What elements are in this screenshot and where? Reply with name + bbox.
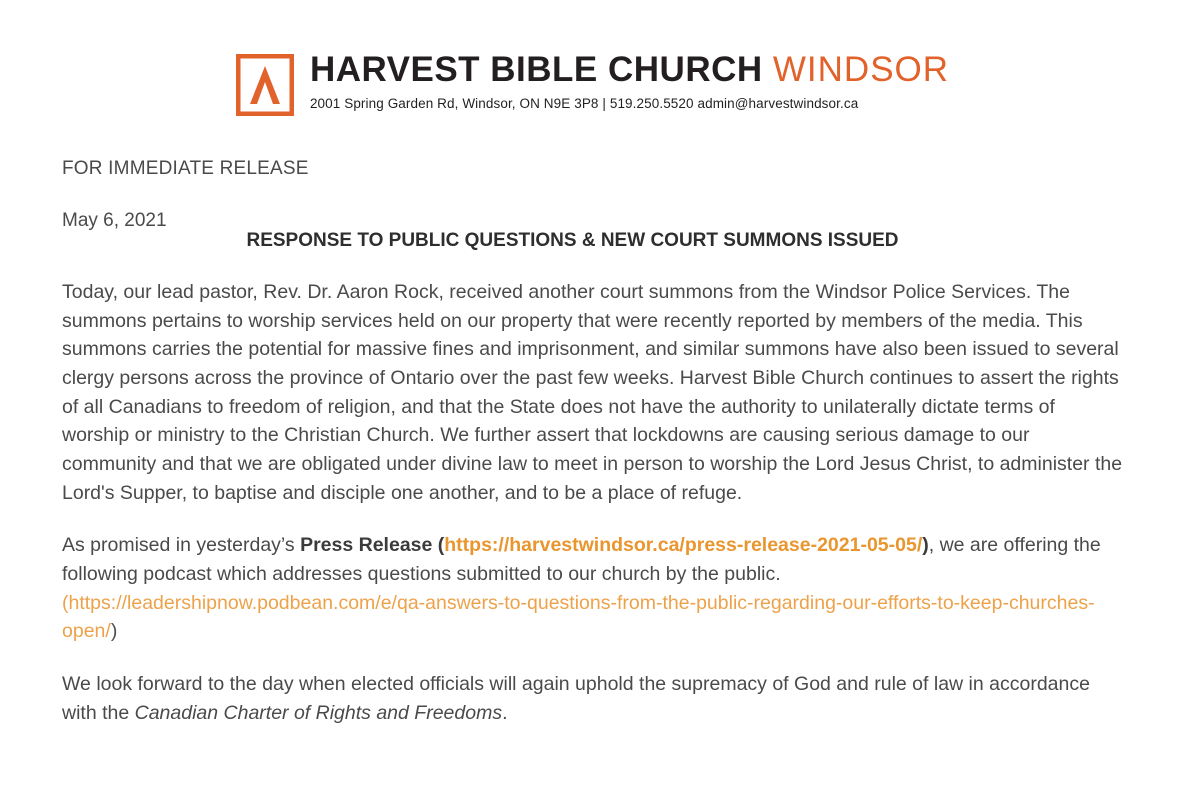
paragraph-two-lead: As promised in yesterday’s (62, 534, 301, 557)
logo-text-block (310, 52, 949, 111)
paragraph-three (62, 670, 1123, 727)
church-arch-logo-icon (236, 54, 294, 116)
page-title: RESPONSE TO PUBLIC QUESTIONS & NEW COURT SUMMONS ISSUED (246, 230, 899, 251)
press-release-link[interactable]: https://harvestwindsor.ca/press-release-2021-05-05/ (444, 534, 923, 557)
press-release-paren-close: ) (922, 534, 929, 557)
press-release-label: Press Release ( (300, 534, 445, 557)
paragraph-three-lead: We look forward to the day when elected officials will again uphold the supremacy of God and rule of law in accordance with the (62, 672, 1090, 724)
logo-title-main: HARVEST BIBLE CHURCH (309, 50, 763, 89)
release-date: May 6, 2021 (62, 210, 167, 231)
podcast-paren-open: ( (62, 591, 69, 614)
logo-block (236, 52, 949, 116)
podcast-paren-close: ) (110, 620, 118, 643)
logo-title (310, 52, 949, 87)
letterhead (0, 0, 1185, 116)
letterhead-address: 2001 Spring Garden Rd, Windsor, ON N9E 3P8 | 519.250.5520 admin@harvestwindsor.ca (309, 96, 859, 111)
document-content (0, 158, 1185, 727)
paragraph-three-tail: . (502, 701, 508, 724)
paragraph-two-middle: , we are offering the following podcast which addresses questions submitted to our church by the public. (62, 534, 1101, 585)
charter-title: Canadian Charter of Rights and Freedoms (134, 701, 503, 724)
paragraph-one: Today, our lead pastor, Rev. Dr. Aaron Rock, received another court summons from the Windsor Police Services. The summons pertains to worship services held on our property that were recently reported by members of the media. This summons carries the potential for massive fines and imprisonment, and similar summons have also been issued to several clergy persons across the province of Ontario over the past few weeks. Harvest Bible Church continues to assert the rights of all Canadians to freedom of religion, and that the State does not have the authority to unilaterally dictate terms of worship or ministry to the Christian Church. We further assert that lockdowns are causing serious damage to our community and that we are obligated under divine law to meet in person to worship the Lord Jesus Christ, to administer the Lord's Supper, to baptise and disciple one another, and to be a place of refuge. (62, 281, 1123, 504)
podcast-link[interactable]: https://leadershipnow.podbean.com/e/qa-answers-to-questions-from-the-public-regarding-our-efforts-to-keep-churches-open/ (62, 591, 1095, 643)
immediate-release-label: FOR IMMEDIATE RELEASE (62, 158, 309, 179)
paragraph-two (62, 531, 1123, 646)
logo-title-accent: WINDSOR (772, 50, 950, 89)
